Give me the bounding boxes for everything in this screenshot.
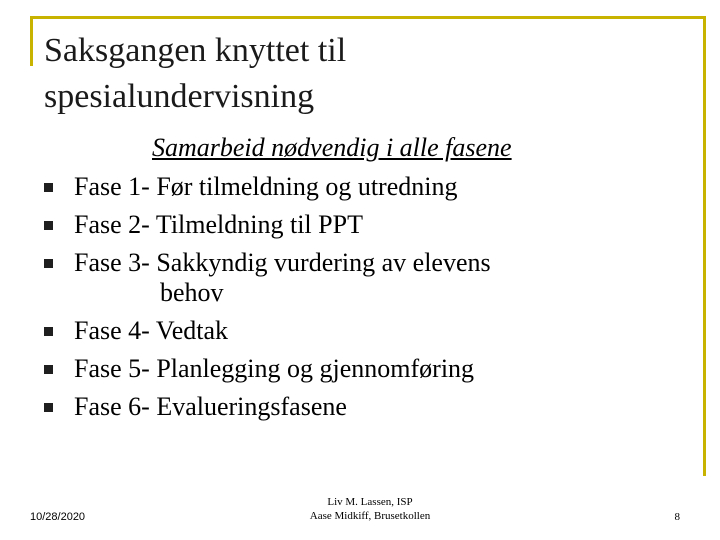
bullet-text-continuation: behov: [160, 278, 224, 307]
slide-title-line-2: spesialundervisning: [44, 78, 315, 115]
bullet-text: Fase 3- Sakkyndig vurdering av elevens: [74, 248, 491, 277]
footer-date: 10/28/2020: [30, 511, 86, 523]
accent-frame-left: [30, 16, 33, 66]
bullet-item-3: [44, 244, 664, 312]
square-bullet-icon: [44, 403, 53, 412]
bullet-text: Fase 2- Tilmeldning til PPT: [74, 210, 363, 239]
bullet-text: Fase 5- Planlegging og gjennomføring: [74, 354, 475, 383]
bullet-item-2: [44, 206, 664, 244]
bullet-list: [44, 168, 664, 426]
accent-frame-top: [30, 16, 706, 19]
slide-title-line-1: Saksgangen knyttet til: [44, 32, 347, 69]
bullet-item-4: [44, 312, 664, 350]
bullet-item-5: [44, 350, 664, 388]
bullet-text: Fase 6- Evalueringsfasene: [74, 392, 347, 421]
slide-subtitle: Samarbeid nødvendig i alle fasene: [152, 133, 512, 162]
square-bullet-icon: [44, 327, 53, 336]
square-bullet-icon: [44, 365, 53, 374]
bullet-text: Fase 1- Før tilmeldning og utredning: [74, 172, 458, 201]
footer-author-line-2: Aase Midkiff, Brusetkollen: [309, 510, 431, 522]
bullet-text: Fase 4- Vedtak: [74, 316, 229, 345]
footer-author-line-1: Liv M. Lassen, ISP: [327, 496, 413, 508]
footer-page-number: 8: [674, 511, 680, 523]
bullet-item-6: [44, 388, 664, 426]
square-bullet-icon: [44, 259, 53, 268]
footer-author: [250, 495, 490, 523]
square-bullet-icon: [44, 183, 53, 192]
bullet-item-1: [44, 168, 664, 206]
slide-title: [44, 28, 684, 120]
square-bullet-icon: [44, 221, 53, 230]
accent-frame-right: [703, 16, 706, 476]
